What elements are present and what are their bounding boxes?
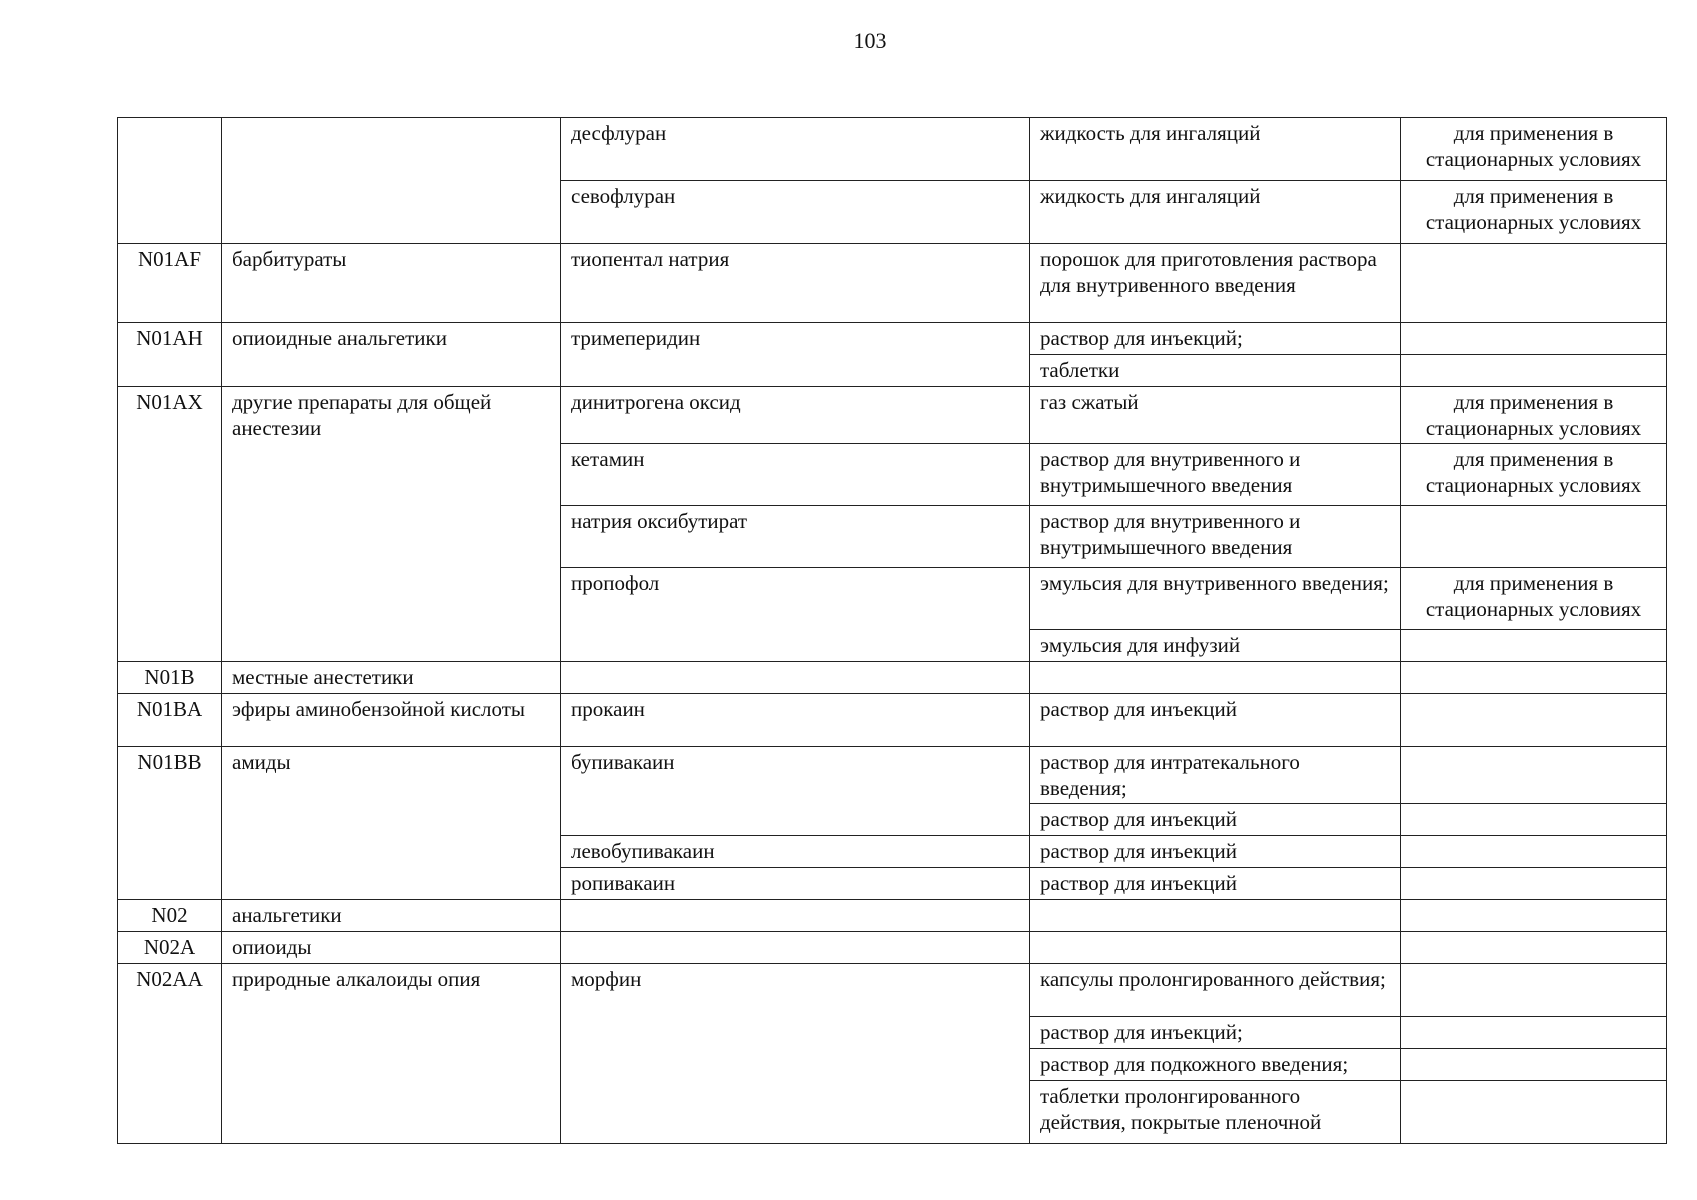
drug-cell: прокаин [561, 694, 1030, 747]
atc-code-cell: N01AX [118, 387, 222, 662]
group-cell: барбитураты [222, 244, 561, 323]
form-cell: эмульсия для инфузий [1030, 630, 1401, 662]
drug-cell: пропофол [561, 568, 1030, 662]
group-cell: анальгетики [222, 900, 561, 932]
drug-cell [561, 662, 1030, 694]
table-row [118, 662, 1667, 694]
form-cell: раствор для интратекального введения; [1030, 747, 1401, 804]
note-cell [1401, 1081, 1667, 1144]
drug-cell: тиопентал натрия [561, 244, 1030, 323]
form-cell [1030, 932, 1401, 964]
atc-code-cell: N01BB [118, 747, 222, 900]
note-cell [1401, 244, 1667, 323]
form-cell: порошок для приготовления раствора для внутривенного введения [1030, 244, 1401, 323]
atc-code-cell: N02A [118, 932, 222, 964]
table-row [118, 387, 1667, 444]
medication-table [117, 117, 1667, 1144]
note-cell [1401, 836, 1667, 868]
form-cell: раствор для внутривенного и внутримышечного введения [1030, 506, 1401, 568]
note-cell [1401, 747, 1667, 804]
table-row [118, 118, 1667, 181]
note-cell [1401, 662, 1667, 694]
atc-code-cell: N01AH [118, 323, 222, 387]
note-cell: для применения в стационарных условиях [1401, 118, 1667, 181]
form-cell: жидкость для ингаляций [1030, 181, 1401, 244]
drug-cell: морфин [561, 964, 1030, 1144]
atc-code-cell: N01BA [118, 694, 222, 747]
atc-code-cell: N01B [118, 662, 222, 694]
group-cell: опиоидные анальгетики [222, 323, 561, 387]
note-cell [1401, 323, 1667, 355]
drug-cell: динитрогена оксид [561, 387, 1030, 444]
group-cell: опиоиды [222, 932, 561, 964]
drug-cell: десфлуран [561, 118, 1030, 181]
form-cell [1030, 900, 1401, 932]
atc-code-cell: N02AA [118, 964, 222, 1144]
drug-cell: бупивакаин [561, 747, 1030, 836]
note-cell: для применения в стационарных условиях [1401, 387, 1667, 444]
note-cell [1401, 804, 1667, 836]
drug-cell: левобупивакаин [561, 836, 1030, 868]
form-cell: эмульсия для внутривенного введения; [1030, 568, 1401, 630]
note-cell [1401, 900, 1667, 932]
drug-cell: тримеперидин [561, 323, 1030, 387]
form-cell: раствор для инъекций [1030, 868, 1401, 900]
drug-cell [561, 932, 1030, 964]
note-cell: для применения в стационарных условиях [1401, 568, 1667, 630]
page-number: 103 [853, 28, 887, 53]
form-cell: раствор для инъекций [1030, 694, 1401, 747]
table-row [118, 323, 1667, 355]
form-cell: жидкость для ингаляций [1030, 118, 1401, 181]
note-cell [1401, 1017, 1667, 1049]
form-cell: капсулы пролонгированного действия; [1030, 964, 1401, 1017]
form-cell: раствор для инъекций [1030, 804, 1401, 836]
form-cell: раствор для инъекций; [1030, 1017, 1401, 1049]
form-cell: таблетки [1030, 355, 1401, 387]
group-cell: амиды [222, 747, 561, 900]
table-row [118, 747, 1667, 804]
note-cell: для применения в стационарных условиях [1401, 181, 1667, 244]
form-cell: раствор для инъекций [1030, 836, 1401, 868]
group-cell: местные анестетики [222, 662, 561, 694]
table-row [118, 694, 1667, 747]
atc-code-cell: N02 [118, 900, 222, 932]
note-cell [1401, 964, 1667, 1017]
note-cell [1401, 1049, 1667, 1081]
drug-cell: кетамин [561, 444, 1030, 506]
form-cell: газ сжатый [1030, 387, 1401, 444]
drug-cell: севофлуран [561, 181, 1030, 244]
table-row [118, 244, 1667, 323]
atc-code-cell: N01AF [118, 244, 222, 323]
group-cell: другие препараты для общей анестезии [222, 387, 561, 662]
note-cell [1401, 506, 1667, 568]
note-cell [1401, 932, 1667, 964]
note-cell [1401, 630, 1667, 662]
form-cell [1030, 662, 1401, 694]
form-cell: раствор для внутривенного и внутримышечного введения [1030, 444, 1401, 506]
table-row [118, 900, 1667, 932]
note-cell: для применения в стационарных условиях [1401, 444, 1667, 506]
form-cell: таблетки пролонгированного действия, покрытые пленочной [1030, 1081, 1401, 1144]
note-cell [1401, 355, 1667, 387]
form-cell: раствор для инъекций; [1030, 323, 1401, 355]
note-cell [1401, 694, 1667, 747]
form-cell: раствор для подкожного введения; [1030, 1049, 1401, 1081]
table-row [118, 964, 1667, 1017]
table-row [118, 932, 1667, 964]
group-cell: природные алкалоиды опия [222, 964, 561, 1144]
drug-cell: ропивакаин [561, 868, 1030, 900]
group-cell: эфиры аминобензойной кислоты [222, 694, 561, 747]
atc-code-cell [118, 118, 222, 244]
drug-cell [561, 900, 1030, 932]
note-cell [1401, 868, 1667, 900]
drug-cell: натрия оксибутират [561, 506, 1030, 568]
group-cell [222, 118, 561, 244]
